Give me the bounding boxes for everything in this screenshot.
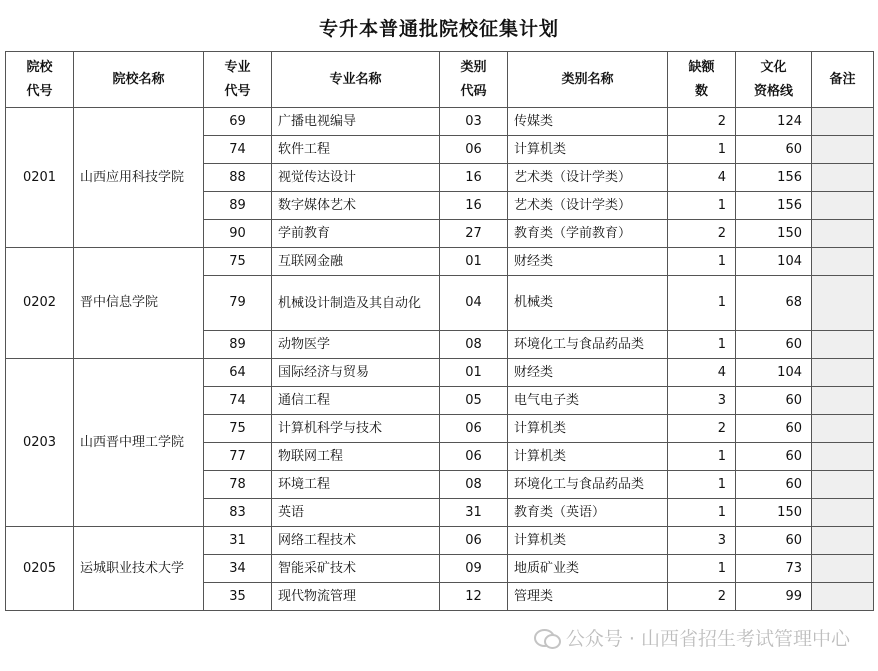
major-code-cell: 78 bbox=[204, 471, 272, 499]
major-name-cell: 广播电视编导 bbox=[272, 108, 440, 136]
header-label: 文化 资格线 bbox=[753, 59, 793, 99]
header-culture-line bbox=[736, 52, 812, 108]
remarks-cell bbox=[812, 527, 874, 555]
vacancy-cell: 1 bbox=[668, 248, 736, 276]
header-vacancy bbox=[668, 52, 736, 108]
vacancy-cell: 1 bbox=[668, 471, 736, 499]
category-code-cell: 08 bbox=[440, 471, 508, 499]
category-code-cell: 06 bbox=[440, 136, 508, 164]
major-name-cell: 网络工程技术 bbox=[272, 527, 440, 555]
culture-line-cell: 60 bbox=[736, 471, 812, 499]
school-name-cell: 山西晋中理工学院 bbox=[74, 359, 204, 527]
category-code-cell: 01 bbox=[440, 359, 508, 387]
category-code-cell: 12 bbox=[440, 583, 508, 611]
category-name-cell: 管理类 bbox=[508, 583, 668, 611]
category-name-cell: 艺术类（设计学类） bbox=[508, 192, 668, 220]
category-name-cell: 计算机类 bbox=[508, 527, 668, 555]
category-code-cell: 27 bbox=[440, 220, 508, 248]
culture-line-cell: 73 bbox=[736, 555, 812, 583]
category-name-cell: 计算机类 bbox=[508, 136, 668, 164]
category-name-cell: 财经类 bbox=[508, 248, 668, 276]
school-code-cell: 0201 bbox=[6, 108, 74, 248]
remarks-cell bbox=[812, 276, 874, 331]
remarks-cell bbox=[812, 471, 874, 499]
remarks-cell bbox=[812, 387, 874, 415]
header-label: 类别 代码 bbox=[460, 59, 487, 99]
major-name-cell: 英语 bbox=[272, 499, 440, 527]
major-name-cell: 现代物流管理 bbox=[272, 583, 440, 611]
vacancy-cell: 2 bbox=[668, 415, 736, 443]
major-code-cell: 31 bbox=[204, 527, 272, 555]
remarks-cell bbox=[812, 443, 874, 471]
school-code-cell: 0205 bbox=[6, 527, 74, 611]
major-name-cell: 视觉传达设计 bbox=[272, 164, 440, 192]
major-code-cell: 75 bbox=[204, 248, 272, 276]
vacancy-cell: 1 bbox=[668, 192, 736, 220]
remarks-cell bbox=[812, 583, 874, 611]
category-code-cell: 01 bbox=[440, 248, 508, 276]
school-code-cell: 0202 bbox=[6, 248, 74, 359]
category-name-cell: 地质矿业类 bbox=[508, 555, 668, 583]
header-label: 缺额 数 bbox=[688, 59, 715, 99]
culture-line-cell: 150 bbox=[736, 499, 812, 527]
culture-line-cell: 60 bbox=[736, 387, 812, 415]
vacancy-cell: 4 bbox=[668, 359, 736, 387]
major-code-cell: 69 bbox=[204, 108, 272, 136]
major-name-cell: 软件工程 bbox=[272, 136, 440, 164]
school-name-cell: 运城职业技术大学 bbox=[74, 527, 204, 611]
header-major-code bbox=[204, 52, 272, 108]
culture-line-cell: 60 bbox=[736, 527, 812, 555]
table-body bbox=[6, 108, 874, 611]
culture-line-cell: 104 bbox=[736, 248, 812, 276]
major-name-cell: 国际经济与贸易 bbox=[272, 359, 440, 387]
major-code-cell: 83 bbox=[204, 499, 272, 527]
remarks-cell bbox=[812, 331, 874, 359]
wechat-icon bbox=[534, 628, 560, 648]
culture-line-cell: 60 bbox=[736, 415, 812, 443]
major-code-cell: 35 bbox=[204, 583, 272, 611]
major-name-cell: 通信工程 bbox=[272, 387, 440, 415]
culture-line-cell: 156 bbox=[736, 192, 812, 220]
category-code-cell: 06 bbox=[440, 415, 508, 443]
category-name-cell: 传媒类 bbox=[508, 108, 668, 136]
watermark bbox=[534, 624, 850, 651]
major-code-cell: 89 bbox=[204, 331, 272, 359]
vacancy-cell: 1 bbox=[668, 555, 736, 583]
vacancy-cell: 1 bbox=[668, 331, 736, 359]
page-title: 专升本普通批院校征集计划 bbox=[318, 18, 559, 40]
category-code-cell: 31 bbox=[440, 499, 508, 527]
culture-line-cell: 156 bbox=[736, 164, 812, 192]
remarks-cell bbox=[812, 248, 874, 276]
category-name-cell: 教育类（学前教育） bbox=[508, 220, 668, 248]
header-school-code bbox=[6, 52, 74, 108]
school-name-cell: 晋中信息学院 bbox=[74, 248, 204, 359]
header-school-name: 院校名称 bbox=[74, 52, 204, 108]
major-name-cell: 环境工程 bbox=[272, 471, 440, 499]
vacancy-cell: 1 bbox=[668, 499, 736, 527]
remarks-cell bbox=[812, 136, 874, 164]
header-label: 专业 代号 bbox=[224, 59, 251, 99]
culture-line-cell: 104 bbox=[736, 359, 812, 387]
major-code-cell: 75 bbox=[204, 415, 272, 443]
culture-line-cell: 60 bbox=[736, 443, 812, 471]
major-name-cell: 物联网工程 bbox=[272, 443, 440, 471]
remarks-cell bbox=[812, 359, 874, 387]
major-code-cell: 90 bbox=[204, 220, 272, 248]
vacancy-cell: 2 bbox=[668, 220, 736, 248]
category-name-cell: 教育类（英语） bbox=[508, 499, 668, 527]
major-code-cell: 77 bbox=[204, 443, 272, 471]
remarks-cell bbox=[812, 499, 874, 527]
major-name-cell: 学前教育 bbox=[272, 220, 440, 248]
culture-line-cell: 60 bbox=[736, 331, 812, 359]
category-code-cell: 16 bbox=[440, 192, 508, 220]
remarks-cell bbox=[812, 192, 874, 220]
major-code-cell: 89 bbox=[204, 192, 272, 220]
remarks-cell bbox=[812, 108, 874, 136]
major-name-cell: 机械设计制造及其自动化 bbox=[272, 276, 440, 331]
category-code-cell: 09 bbox=[440, 555, 508, 583]
header-label: 院校 代号 bbox=[26, 59, 53, 99]
vacancy-cell: 1 bbox=[668, 443, 736, 471]
category-code-cell: 08 bbox=[440, 331, 508, 359]
enrollment-plan-table bbox=[5, 51, 874, 611]
table-header-row bbox=[6, 52, 874, 108]
category-code-cell: 16 bbox=[440, 164, 508, 192]
school-code-cell: 0203 bbox=[6, 359, 74, 527]
vacancy-cell: 1 bbox=[668, 276, 736, 331]
vacancy-cell: 2 bbox=[668, 583, 736, 611]
major-code-cell: 88 bbox=[204, 164, 272, 192]
vacancy-cell: 3 bbox=[668, 527, 736, 555]
school-name-cell: 山西应用科技学院 bbox=[74, 108, 204, 248]
category-code-cell: 04 bbox=[440, 276, 508, 331]
culture-line-cell: 68 bbox=[736, 276, 812, 331]
remarks-cell bbox=[812, 164, 874, 192]
vacancy-cell: 3 bbox=[668, 387, 736, 415]
category-name-cell: 机械类 bbox=[508, 276, 668, 331]
major-code-cell: 74 bbox=[204, 136, 272, 164]
header-major-name: 专业名称 bbox=[272, 52, 440, 108]
category-code-cell: 06 bbox=[440, 527, 508, 555]
category-name-cell: 财经类 bbox=[508, 359, 668, 387]
category-name-cell: 环境化工与食品药品类 bbox=[508, 471, 668, 499]
major-name-cell: 智能采矿技术 bbox=[272, 555, 440, 583]
category-name-cell: 环境化工与食品药品类 bbox=[508, 331, 668, 359]
culture-line-cell: 124 bbox=[736, 108, 812, 136]
category-name-cell: 计算机类 bbox=[508, 443, 668, 471]
header-remarks: 备注 bbox=[812, 52, 874, 108]
major-code-cell: 79 bbox=[204, 276, 272, 331]
header-category-name: 类别名称 bbox=[508, 52, 668, 108]
header-category-code bbox=[440, 52, 508, 108]
culture-line-cell: 99 bbox=[736, 583, 812, 611]
table-row bbox=[6, 248, 874, 276]
major-name-cell: 计算机科学与技术 bbox=[272, 415, 440, 443]
remarks-cell bbox=[812, 415, 874, 443]
major-name-cell: 动物医学 bbox=[272, 331, 440, 359]
vacancy-cell: 1 bbox=[668, 136, 736, 164]
major-code-cell: 34 bbox=[204, 555, 272, 583]
table-row bbox=[6, 108, 874, 136]
category-name-cell: 计算机类 bbox=[508, 415, 668, 443]
category-name-cell: 艺术类（设计学类） bbox=[508, 164, 668, 192]
vacancy-cell: 4 bbox=[668, 164, 736, 192]
major-code-cell: 64 bbox=[204, 359, 272, 387]
category-code-cell: 05 bbox=[440, 387, 508, 415]
category-code-cell: 03 bbox=[440, 108, 508, 136]
table-row bbox=[6, 359, 874, 387]
vacancy-cell: 2 bbox=[668, 108, 736, 136]
watermark-text: 公众号 · 山西省招生考试管理中心 bbox=[565, 628, 850, 650]
table-row bbox=[6, 527, 874, 555]
remarks-cell bbox=[812, 555, 874, 583]
major-name-cell: 数字媒体艺术 bbox=[272, 192, 440, 220]
major-name-cell: 互联网金融 bbox=[272, 248, 440, 276]
culture-line-cell: 60 bbox=[736, 136, 812, 164]
category-code-cell: 06 bbox=[440, 443, 508, 471]
category-name-cell: 电气电子类 bbox=[508, 387, 668, 415]
major-code-cell: 74 bbox=[204, 387, 272, 415]
culture-line-cell: 150 bbox=[736, 220, 812, 248]
remarks-cell bbox=[812, 220, 874, 248]
